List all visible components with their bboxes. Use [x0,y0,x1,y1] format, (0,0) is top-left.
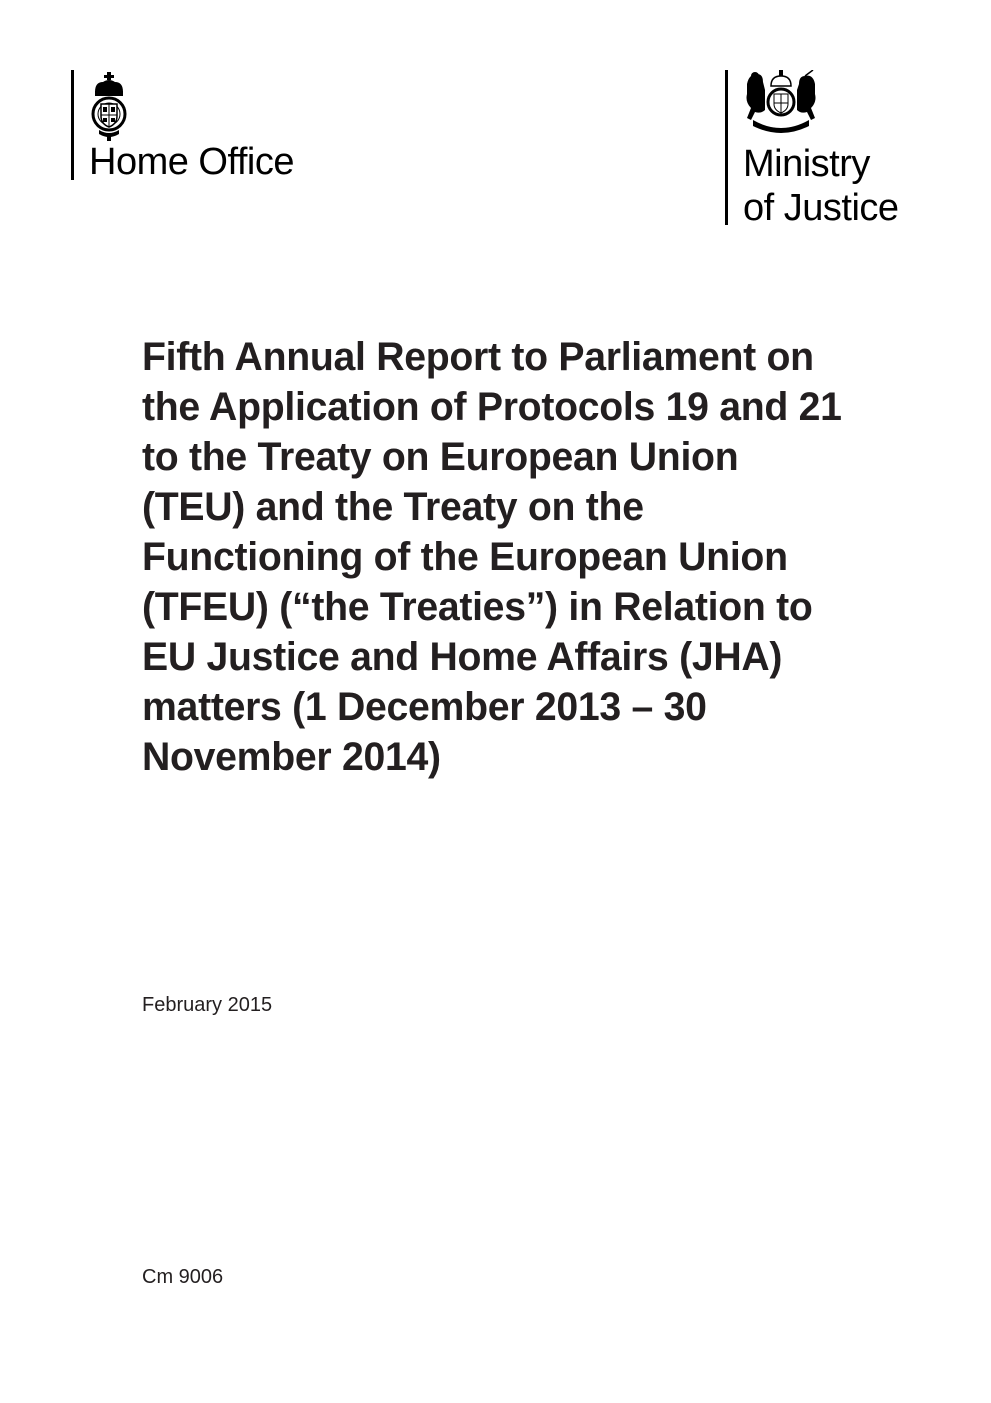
ministry-of-justice-name [743,142,899,230]
home-office-logo [71,70,341,182]
title-line: Fifth Annual Report to Parliament on [142,335,814,379]
title-line: to the Treaty on European Union [142,435,739,479]
ministry-of-justice-logo [725,70,945,230]
report-title [142,332,926,782]
title-line: matters (1 December 2013 – 30 [142,685,707,729]
ministry-of-justice-name-line2: of Justice [743,187,899,229]
title-line: EU Justice and Home Affairs (JHA) [142,635,783,679]
logo-divider [71,70,74,180]
command-paper-number: Cm 9006 [142,1266,224,1288]
royal-crest-icon [89,72,129,142]
ministry-of-justice-name-line1: Ministry [743,143,870,185]
title-line: (TEU) and the Treaty on the [142,485,644,529]
home-office-name: Home Office [89,141,294,183]
title-line: November 2014) [142,735,441,779]
title-line: Functioning of the European Union [142,535,788,579]
title-line: (TFEU) (“the Treaties”) in Relation to [142,585,813,629]
royal-coat-of-arms-icon [743,70,819,134]
publication-date: February 2015 [142,994,273,1016]
logo-divider [725,70,728,225]
title-line: the Application of Protocols 19 and 21 [142,385,842,429]
